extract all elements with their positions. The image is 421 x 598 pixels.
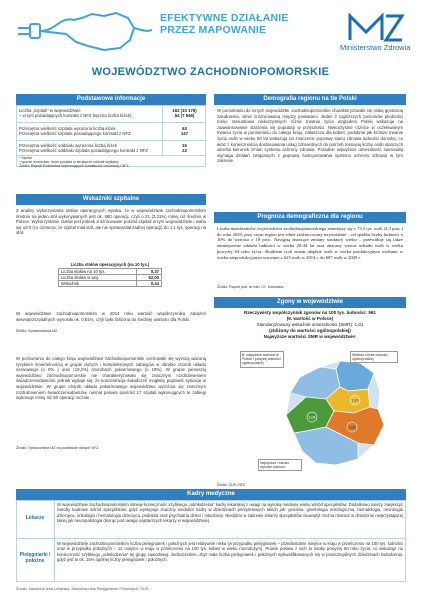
plug-map-icon [16, 8, 154, 54]
deaths-line-4: (zbliżony do wartości ogólnopolskiej) [269, 328, 351, 333]
basic-row-3-sub: Przeciętna wielkość oddziału szpitala posiadającego kontrakt z NFZ [19, 148, 148, 154]
occupancy-header: Wskaźniki szpitalne [16, 194, 206, 205]
forecast-source: Źródło: Raport prof. dr hab. I.E. Kotowska [217, 285, 284, 289]
basic-info-header: Podstawowe informacje [16, 94, 206, 105]
occupancy-source-2: Źródło: Sprawozdania MZ. [16, 329, 59, 333]
map-legend-3: Najwyższe i bardzo wysokie wartości [258, 459, 302, 471]
basic-row-1-value2: 54 (7 946) [174, 113, 195, 119]
basic-row-3-value2: 23 [182, 148, 187, 154]
map-legend-2: Wartość równe wartości ogólnopolskiej [350, 351, 398, 363]
basic-row-1-label [19, 108, 159, 118]
basic-row-3-value: 15 [182, 143, 187, 148]
map-label-a: 1,10 [351, 398, 359, 403]
basic-row-3-values [163, 143, 206, 153]
deaths-source: Źródło: GUS i NFZ [217, 483, 246, 487]
basic-footnote-1: * Szpital [19, 156, 32, 160]
basic-footnote-3: Źródło: Rejestr Podmiotów Wykonujących Działalność Leczniczą i NFZ. [19, 164, 130, 168]
map-label-b: 1,05 [348, 425, 356, 430]
doctors-label: Lekarze [25, 515, 45, 521]
forecast-text: Liczba mieszkańców województwa zachodniopomorskiego zmniejszy się o 73,5 tys. osób (4,3 proc.) do roku 2029, przy czym region jest silnie zróżnicowany terytorialnie – od spadku liczby ludności o 10% do wzrostu o 18 proc. Nastąpią znaczące zmiany struktury wieku – przewiduje się także zmniejszenie udziału ludności w wieku 20-44 lat oraz znaczny wzrost udziału osób w wieku powyżej 64 roku życia. Skutkiem tych zmian ubędzie osób w wieku produkcyjnym osobami w wieku nieprodukcyjnym wzrośnie z 625 osób w 2014 r. do 687 osób w 2029 r. [217, 226, 403, 260]
staff-source: Źródło: Naczelna Izba Lekarska, Naczelna Izba Pielęgniarek i Położnych, GUS. [16, 587, 150, 591]
deaths-summary [214, 310, 406, 340]
table-cell: 62,00 [137, 275, 162, 281]
occupancy-text-1: Z analizy wykorzystania stołów operacyjnych wynika, że w województwie zachodniopomorskim średnio na jeden stół wykonywanych jest ok. 680 operacji, czyli o 21 (3,21%) mniej niż średnio w Polsce. Wykorzystanie stołów jest jednak zróżnicowane pośród szpitali w tym województwie i waha się od 0 (co oznacza, że szpital miał stół, ale nie sprawozdał żadnej operacji) do 1,1 tys. operacji na stół. [16, 208, 206, 236]
map-legend-1: B. najwyższe wartości w Polsce i powyżej wartości ogólnopolskiej [240, 351, 284, 368]
basic-row-2-value: 63 [182, 126, 187, 131]
basic-footnote-2: * łącznie lecznictwo, które posiada w strukturze oddział szpitalny [19, 160, 119, 164]
basic-info-footnotes [19, 156, 204, 168]
staff-header: Kadry medyczne [16, 489, 406, 500]
basic-row-1-values [163, 108, 206, 118]
basic-row-1-main: Liczba „szpitali” w województwie [19, 108, 81, 113]
ministry-name: Ministerstwo Zdrowia [340, 43, 411, 52]
basic-row-3-label [19, 143, 159, 153]
basic-row-2-sub: Przeciętna wielkość szpitala posiadającego kontrakt z NFZ [19, 131, 131, 137]
table-cell: Liczba stołów w woj. [59, 275, 137, 281]
deaths-line-5: Najwyższe wartości SMR w województwie: [263, 334, 357, 339]
basic-row-2-label [19, 126, 159, 136]
demography-header: Demografia regionu na tle Polski [214, 94, 406, 105]
table-cell: Liczba stołów na 10 tys. [59, 269, 137, 275]
header-slogan [160, 12, 289, 36]
occupancy-source-3: Źródło: Opracowanie MZ na podstawie danych NFZ. [16, 446, 100, 450]
basic-row-2-value2: 147 [180, 131, 189, 137]
page-title: WOJEWÓDZTWO ZACHODNIOPOMORSKIE [91, 66, 330, 78]
basic-row-1-value: 162 (10 176) [172, 108, 197, 113]
deaths-line-2: (9. wartość w Polsce) [286, 316, 334, 321]
slogan-line-1: EFEKTYWNE DZIAŁANIE [160, 12, 289, 24]
basic-row-3-main: Przeciętna wielkość oddziału wyrażona liczbą łóżek [19, 143, 117, 148]
table-cell: Wskaźnik [59, 281, 137, 287]
smr-map [240, 347, 400, 479]
table-row [59, 281, 162, 287]
table-cell: 0,44 [137, 281, 162, 287]
deaths-header: Zgony w województwie [214, 297, 406, 308]
deaths-line-1: Rzeczywisty współczynnik zgonów na 100 tys. ludności: 961 [244, 310, 376, 315]
header-illustration [16, 8, 154, 54]
nurses-label: Pielęgniarki i położne [19, 552, 51, 564]
map-label-c: 1,04 [308, 415, 316, 420]
nurses-text: W województwie zachodniopomorskim liczba pielęgniarek i położnych jest relatywnie niska (w przypadku pielęgniarek – przedostatnie miejsce w kraju w przeliczeniu na 100 tys. ludności oraz w przypadku położnych – 12 miejsce w kraju w przeliczeniu na 100 tys. kobiet w wieku rozrodczym). Prawie połowa z nich to osoby powyżej 50 roku życia, co wskazuje na konieczność szybkiego „odmłodzenia” tej grupy zawodowej. Jednocześnie, zbyt mała liczba pielęgniarek i położnych wykwalifikowanych się w poszczególnych dziedzinach kształcenia, gdyż jest to ok. 15% ogólnej liczby pielęgniarek i położnych. [57, 541, 403, 562]
ministry-logo-icon [346, 12, 406, 42]
basic-row-2-main: Przeciętna wielkość szpitala wyrażona liczbą łóżek [19, 126, 116, 131]
doctors-text: W województwie zachodniopomorskim istnieje konieczność szybkiego „odmłodzenia” kadry lekarskiej z uwagi na wysoką medianę wieku wśród specjalistów. Dodatkowo należy zwiększyć zasoby kadrowe wśród specjalistów, gdyż występuje znaczny niedobór kadry w dziedzinach priorytetowych takich jak: geriatria, ginekologia onkologiczna, hematologia, neurologia dziecięca, onkologia i hematologia dziecięca, pediatria oraz psychiatria dzieci i młodzieży. Niedobór w zakresie lekarzy specjalistów zauważył można również w dziedzinie nieprzystającej takiej jak neuropatologia (biorąc pod uwagę najstarszych lekarzy w województwie). [57, 502, 403, 523]
table-cell: 0,37 [137, 269, 162, 275]
operating-tables-table [58, 262, 162, 287]
operating-tables-grid [58, 268, 162, 287]
occupancy-text-2: W województwie zachodniopomorskim w 2014 roku wartość współczynnika zakażeń wewnątrzszpitalnych wynosiła ok. 0,81%, czyli była zbliżona do średniej wartości dla Polski. [16, 311, 206, 322]
basic-row-2-values [163, 126, 206, 136]
demography-text: W porównaniu do innych województw, zachodniopomorskie charakteryzowało się niską gęstością zaludnienia, silnie zróżnicowaną między powiatami. Jeden z najniższych poziomów płodności mimo stosunkowo niekorzystnych różnic trwania życia względem Polski wskazuje na zaawansowanie starzenia się populacji w przyszłości. Niekorzystne różnice w oczekiwanym trwaniu życia w porównaniu do całego kraju, zwłaszcza dla kobiet, podobnie jak krótsze trwanie życia osób w wieku 60 lat wskazują na znaczenie poprawy stanu zdrowia ludności dorosłej, co wraz z koniecznością dostosowania usług zdrowotnych do potrzeb rosnącej liczby osób starszych określa kierunek zmian systemu ochrony zdrowia. Poradnie najwyższe umieralność niemowląt wymaga działań związanych z poprawą funkcjonowania systemu ochrony zdrowia w tym zakresie. [217, 108, 403, 164]
operating-tables-title: Liczba stołów operacyjnych (na 10 tys.) [70, 262, 150, 267]
occupancy-text-3: W porównaniu do całego kraju województwo zachodniopomorskie cechowało się wyższą ważoną ryzykiem śmiertelnością w grupie dużych i kompleksowych zabiegów w obrębie chorób układu nerwowego (o 0% ) oraz (19,2%) chorobach pokarmowego (o 19%). W grupie pierwszej województwo zachodniopomorskie nie charakteryzowało się znacznym rozdrobnieniem świadczeniodawców, jednak wydaje się, że koncentracja świadczeń mogłaby poprawić sytuację w województwie. W grupie chorób układu pokarmowego województwo wyróżnia się znacznym rozdrobnieniem świadczeniodawców, niemal połowa spośród 17 szpitali wykonujących te zabiegi wykonuje mniej niż 50 operacji rocznie. [16, 356, 206, 401]
slogan-line-2: PRZEZ MAPOWANIE [160, 24, 267, 36]
deaths-line-3: Standaryzowany wskaźnik umieralności (SMR): 1,01 [256, 322, 364, 327]
basic-row-1-sub: – w tym posiadających kontrakt z NFZ (łączna liczba łóżek) [19, 113, 132, 119]
forecast-header: Prognoza demograficzna dla regionu [214, 212, 406, 223]
